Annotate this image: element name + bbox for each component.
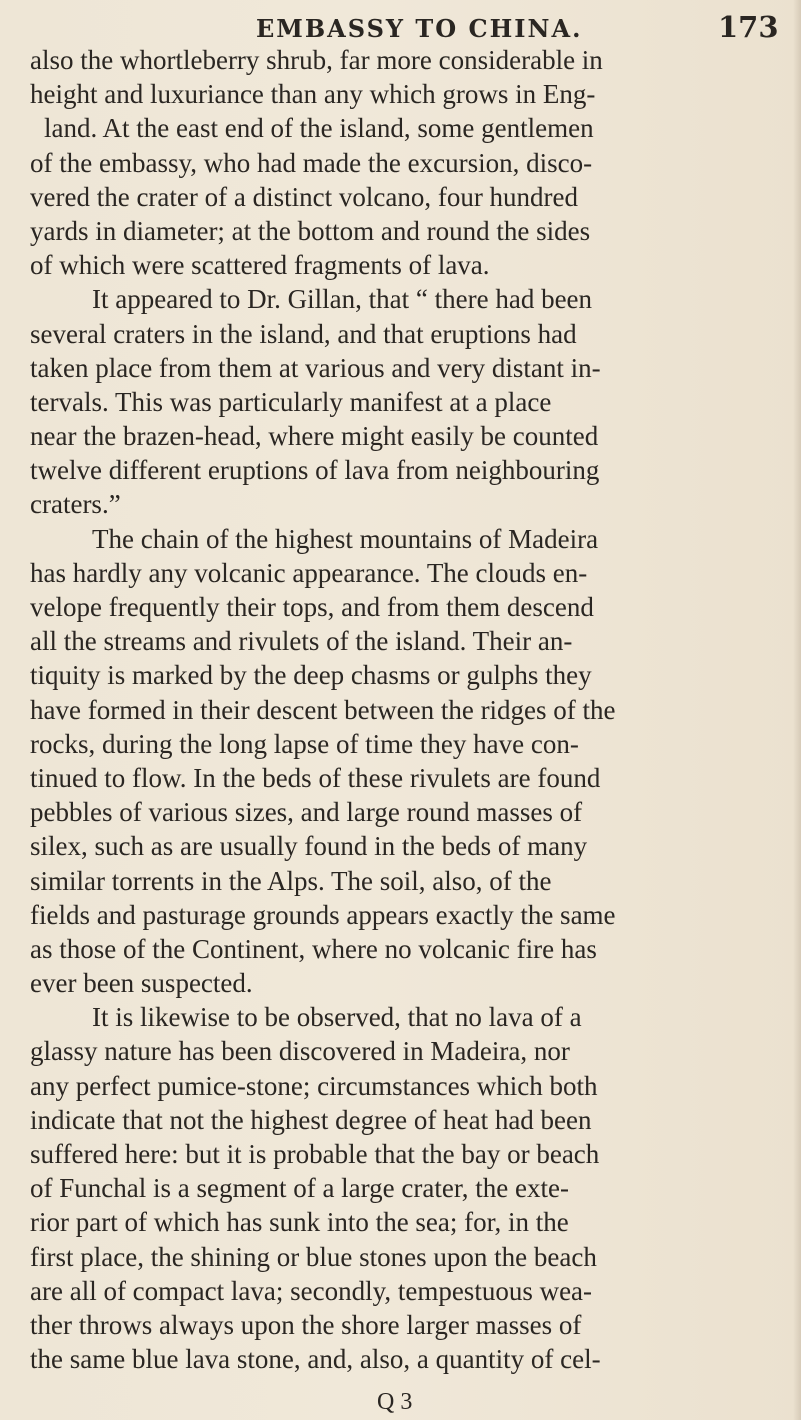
text-line: of Funchal is a segment of a large crater, the exte- — [30, 1173, 569, 1204]
page-number: 173 — [718, 10, 779, 44]
text-line: rior part of which has sunk into the sea; for, in the — [30, 1207, 569, 1238]
text-line: any perfect pumice-stone; circumstances which both — [30, 1070, 598, 1101]
text-line: similar torrents in the Alps. The soil, also, of the — [30, 865, 552, 896]
text-line: has hardly any volcanic appearance. The clouds en- — [30, 557, 588, 588]
text-line: vered the crater of a distinct volcano, four hundred — [30, 181, 579, 212]
page-edge-shadow — [793, 0, 801, 1420]
text-line: as those of the Continent, where no volcanic fire has — [30, 933, 597, 964]
text-line: yards in diameter; at the bottom and round the sides — [30, 215, 591, 246]
text-line: all the streams and rivulets of the island. Their an- — [30, 626, 573, 657]
paragraph-start-line: It appeared to Dr. Gillan, that “ there had been — [92, 284, 593, 315]
text-line: several craters in the island, and that eruptions had — [30, 318, 577, 349]
text-line: land. At the east end of the island, some gentlemen — [44, 113, 594, 144]
text-line: pebbles of various sizes, and large round masses of — [30, 797, 583, 828]
text-line: glassy nature has been discovered in Madeira, nor — [30, 1036, 570, 1067]
text-line: height and luxuriance than any which grows in Eng- — [30, 79, 596, 110]
text-line: of which were scattered fragments of lava. — [30, 250, 490, 281]
paragraph-start-line: The chain of the highest mountains of Madeira — [92, 523, 599, 554]
text-line: the same blue lava stone, and, also, a quantity of cel- — [30, 1344, 601, 1375]
text-line: indicate that not the highest degree of heat had been — [30, 1104, 592, 1135]
text-line: of the embassy, who had made the excursion, disco- — [30, 147, 593, 178]
text-line: suffered here: but it is probable that the bay or beach — [30, 1139, 600, 1169]
text-line: tiquity is marked by the deep chasms or gulphs they — [30, 660, 592, 691]
printer-signature: Q 3 — [377, 1389, 413, 1415]
text-line: silex, such as are usually found in the beds of many — [30, 831, 588, 862]
body-text — [30, 43, 798, 1376]
paragraph-start-line: It is likewise to be observed, that no lava of a — [92, 1002, 582, 1033]
text-line: ever been suspected. — [30, 968, 253, 999]
text-line: have formed in their descent between the ridges of the — [30, 694, 616, 725]
text-line: ther throws always upon the shore larger masses of — [30, 1309, 582, 1340]
text-line: taken place from them at various and very distant in- — [30, 352, 601, 383]
text-line: craters.” — [30, 489, 121, 520]
text-line: velope frequently their tops, and from them descend — [30, 592, 594, 622]
text-line: twelve different eruptions of lava from neighbouring — [30, 455, 600, 486]
text-line: tinued to flow. In the beds of these rivulets are found — [30, 762, 601, 793]
text-line: rocks, during the long lapse of time they have con- — [30, 728, 579, 759]
text-line: first place, the shining or blue stones upon the beach — [30, 1241, 597, 1272]
text-line: are all of compact lava; secondly, tempestuous wea- — [30, 1275, 593, 1306]
running-head: EMBASSY TO CHINA. — [256, 14, 583, 43]
text-line: near the brazen-head, where might easily be counted — [30, 421, 599, 452]
text-line: tervals. This was particularly manifest at a place — [30, 386, 552, 417]
text-line: fields and pasturage grounds appears exactly the same — [30, 899, 616, 930]
text-line: also the whortleberry shrub, far more considerable in — [30, 45, 603, 75]
